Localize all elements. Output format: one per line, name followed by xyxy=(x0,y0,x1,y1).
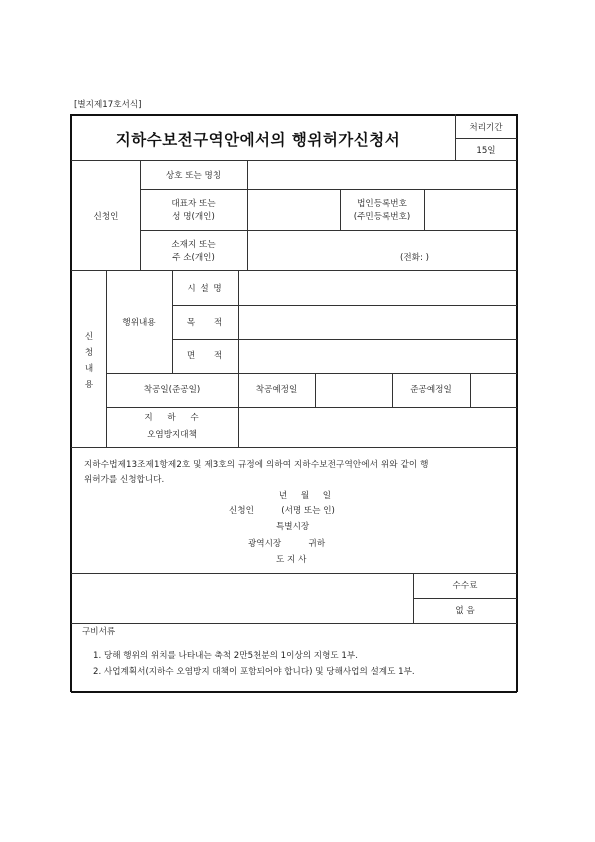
planned-start-label: 착공예정일 xyxy=(255,385,298,395)
form-title: 지하수보전구역안에서의 행위허가신청서 xyxy=(115,131,401,149)
address-label-line2: 주 소(개인) xyxy=(172,253,215,263)
request-section-char-1: 신 xyxy=(84,332,94,342)
form-number: [별지제17호서식] xyxy=(74,100,142,110)
fee-value: 없 음 xyxy=(455,606,475,616)
statement-date: 년 월 일 xyxy=(278,491,332,501)
required-document-item-2: 2. 사업계획서(지하수 오염방지 대책이 포함되어야 합니다) 및 당해사업의 설계도 1부. xyxy=(93,667,415,677)
facility-name-label: 시 설 명 xyxy=(187,284,223,294)
registration-number-label-line1: 법인등록번호 xyxy=(357,199,407,209)
processing-period-label: 처리기간 xyxy=(469,123,503,133)
recipient-line-1: 특별시장 xyxy=(276,522,310,532)
activity-content-label: 행위내용 xyxy=(122,318,156,328)
pollution-prevention-label-line1: 지 하 수 xyxy=(144,413,200,423)
address-label-line1: 소재지 또는 xyxy=(171,240,216,250)
registration-number-label-line2: (주민등록번호) xyxy=(353,212,411,222)
request-section-char-2: 청 xyxy=(84,348,94,358)
statement-line-2: 위허가를 신청합니다. xyxy=(84,475,165,485)
pollution-prevention-label-line2: 오염방지대책 xyxy=(147,430,197,440)
applicant-section-label: 신청인 xyxy=(93,212,119,222)
representative-label-line2: 성 명(개인) xyxy=(172,212,215,222)
trade-name-label: 상호 또는 명칭 xyxy=(165,171,222,181)
planned-completion-label: 준공예정일 xyxy=(410,385,452,395)
recipient-line-2: 광역시장 귀하 xyxy=(248,539,326,549)
request-section-char-4: 용 xyxy=(84,380,94,390)
representative-label-line1: 대표자 또는 xyxy=(171,199,216,209)
start-date-label: 착공일(준공일) xyxy=(143,385,201,395)
fee-label: 수수료 xyxy=(452,581,478,591)
processing-period-value: 15일 xyxy=(476,146,496,156)
applicant-signature-line: 신청인 (서명 또는 인) xyxy=(229,506,335,516)
phone-label: (전화: ) xyxy=(400,253,429,263)
recipient-line-3: 도 지 사 xyxy=(276,555,307,565)
purpose-label: 목 적 xyxy=(186,318,224,328)
statement-line-1: 지하수법제13조제1항제2호 및 제3호의 규정에 의하여 지하수보전구역안에서 위와 같이 행 xyxy=(84,460,429,470)
required-documents-label: 구비서류 xyxy=(82,627,116,637)
request-section-char-3: 내 xyxy=(84,364,94,374)
required-document-item-1: 1. 당해 행위의 위치를 나타내는 축척 2만5천분의 1이상의 지형도 1부. xyxy=(93,651,358,661)
area-label: 면 적 xyxy=(186,351,224,361)
